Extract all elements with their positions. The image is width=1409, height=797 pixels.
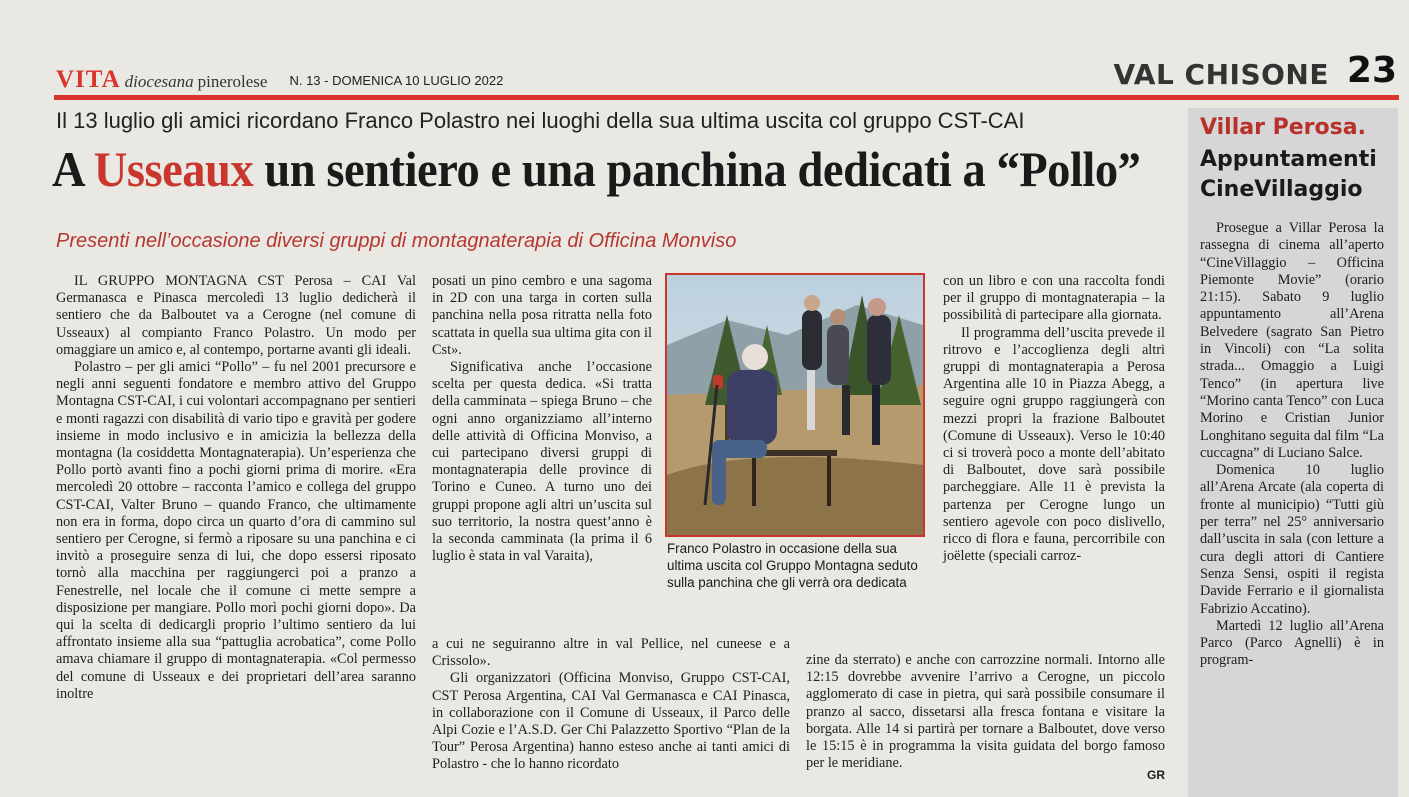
article-column-1 — [56, 273, 416, 703]
paragraph: Gli organizzatori (Officina Monviso, Gruppo CST-CAI, CST Perosa Argentina, CAI Val Germanasca e CAI Pinasca, in collaborazione con il Comune di Usseaux, il Parco delle Alpi Cozie e l’A.S.D. Ger Chi Palazzetto Sportivo “Plan de la Tour” Perosa Argentina) hanno esteso anche ai tanti amici di Polastro - che lo hanno ricordato — [432, 670, 790, 773]
article-column-2-bottom — [432, 636, 790, 774]
article-column-3 — [943, 273, 1165, 565]
issue-info: N. 13 - DOMENICA 10 LUGLIO 2022 — [289, 73, 504, 88]
masthead-logo: VITA — [56, 66, 121, 93]
paragraph: Martedì 12 luglio all’Arena Parco (Parco Agnelli) è in program- — [1200, 617, 1384, 669]
sidebar-title-place: Villar Perosa. — [1200, 115, 1366, 140]
paragraph: Polastro – per gli amici “Pollo” – fu nel 2001 precursore e negli anni seguenti fondatore e membro attivo del Gruppo Montagna CST-CAI, i cui volontari accompagnano per sentieri e monti ragazzi con disabilità di vario tipo e gravità per godere insieme in modo inclusivo e in amicizia la bellezza della montagna (la cosiddetta Montagnaterapia). Un’esperienza che Pollo portò avanti fino a pochi giorni prima di morire. «Era mercoledì 20 ottobre – racconta l’amico e collega del gruppo CST-CAI, Valter Bruno – quando Franco, che ultimamente non era in forma, dopo circa un quarto d’ora di cammino sul sentiero per Cerogne, si fermò a riposare su una panchina e ci invitò a proseguire senza di lui, che dopo essersi riposato tornò alla macchina per raggiungerci poi a pranzo a Fenestrelle, nel locale che il comune ci mette sempre a disposizione per mangiare. Pollo morì pochi giorni dopo». Da qui la scelta di dedicargli proprio l’ultimo sentiero da lui affrontato insieme alla sua “pattuglia acrobatica”, come Pollo amava chiamare il gruppo di montagnaterapia. «Col permesso del comune di Usseaux e dei proprietari dell’area saranno inoltre — [56, 359, 416, 702]
article-column-3-bottom — [806, 652, 1165, 772]
masthead — [56, 66, 503, 96]
article-headline — [52, 140, 1140, 198]
paragraph: Il programma dell’uscita prevede il ritrovo e l’accoglienza degli altri gruppi di montagnaterapia a Perosa Argentina alle 10 in Piazza Abegg, a seguire ogni gruppo raggiungerà con mezzi propri la frazione Balboutet (Comune di Usseaux). Verso le 10:40 ci si troverà poco a monte dell’abitato di Balboutet, dove sarà possibile parcheggiare. Alle 11 è prevista la partenza per Cerogne lungo un sentiero agevole con poco dislivello, ricco di flora e fauna, percorribile con joëlette (speciali carroz- — [943, 324, 1165, 565]
paragraph: posati un pino cembro e una sagoma in 2D con una targa in corten sulla panchina nella posa ritratta nella foto scattata in quella sua ultima gita con il Cst». — [432, 273, 652, 358]
author-signature: GR — [1147, 768, 1165, 782]
sidebar-body — [1200, 220, 1384, 670]
photo-hikers-on-bench-icon — [667, 275, 923, 535]
masthead-pinerolese: pinerolese — [197, 72, 268, 91]
article-photo — [665, 273, 925, 537]
headline-rest: un sentiero e una panchina dedicati a “Pollo” — [253, 141, 1141, 197]
paragraph: a cui ne seguiranno altre in val Pellice, nel cuneese e a Crissolo». — [432, 636, 790, 670]
paragraph: IL GRUPPO MONTAGNA CST Perosa – CAI Val Germanasca e Pinasca mercoledì 13 luglio dedicherà il sentiero che da Balboutet va a Cerogne (nel comune di Usseaux) al compianto Franco Polastro. Un modo per omaggiare un amico e, al contempo, portarne avanti gli ideali. — [56, 273, 416, 358]
header-rule — [54, 95, 1399, 100]
paragraph: Significativa anche l’occasione scelta per questa dedica. «Si tratta della camminata – spiega Bruno – che ogni anno organizziamo all’interno delle attività di Officina Monviso, a cui partecipano diversi gruppi di montagnaterapia delle province di Torino e Cuneo. A turno uno dei gruppi propone agli altri un’uscita sul suo territorio, la nostra quest’anno è la seconda camminata (la prima il 6 luglio è stata in val Varaita), — [432, 359, 652, 565]
article-kicker: Il 13 luglio gli amici ricordano Franco Polastro nei luoghi della sua ultima uscita col gruppo CST-CAI — [56, 108, 1025, 133]
photo-caption: Franco Polastro in occasione della sua ultima uscita col Gruppo Montagna seduto sulla panchina che gli verrà ora dedicata — [667, 541, 918, 590]
section-title: VAL CHISONE — [1113, 58, 1329, 91]
headline-part-a: A — [52, 141, 94, 197]
sidebar-title: Appuntamenti CineVillaggio — [1200, 147, 1377, 202]
article-subhead: Presenti nell’occasione diversi gruppi di montagnaterapia di Officina Monviso — [56, 230, 737, 252]
headline-usseaux: Usseaux — [93, 141, 254, 197]
page-number: 23 — [1346, 50, 1397, 91]
paragraph: zine da sterrato) e anche con carrozzine normali. Intorno alle 12:15 dovrebbe avvenire l’arrivo a Cerogne, un piccolo agglomerato di case in pietra, qui sarà possibile consumare il pranzo al sacco, dissetarsi alla fresca fontana e visitare la borgata. Alle 14 si partirà per tornare a Balboutet, dove verso le 15:15 è in programma la visita guidata del borgo famoso per le meridiane. — [806, 652, 1165, 772]
paragraph: Domenica 10 luglio all’Arena Arcate (ala coperta di fronte al municipio) “Tutti giù per terra” nel 25° anniversario dall’uscita in sala (con letture a cura degli attori di Cantiere Senza Sensi, ospiti il regista Davide Ferrario e il giornalista Fabrizio Accatino). — [1200, 462, 1384, 617]
masthead-diocesana: diocesana — [124, 72, 194, 91]
paragraph: Prosegue a Villar Perosa la rassegna di cinema all’aperto “CineVillaggio – Officina Piemonte Movie” (orario 21:15). Sabato 9 luglio appuntamento all’Arena Belvedere (sagrato San Pietro in Vincoli) con “La solita strada... Omaggio a Luigi Tenco” (in apertura live “Morino canta Tenco” con Luca Morino e Cristian Junior Longhitano seguita dal film “La cuccagna” di Luciano Salce. — [1200, 220, 1384, 461]
paragraph: con un libro e con una raccolta fondi per il gruppo di montagnaterapia – la possibilità di partecipare alla giornata. — [943, 273, 1165, 324]
article-column-2 — [432, 273, 652, 565]
